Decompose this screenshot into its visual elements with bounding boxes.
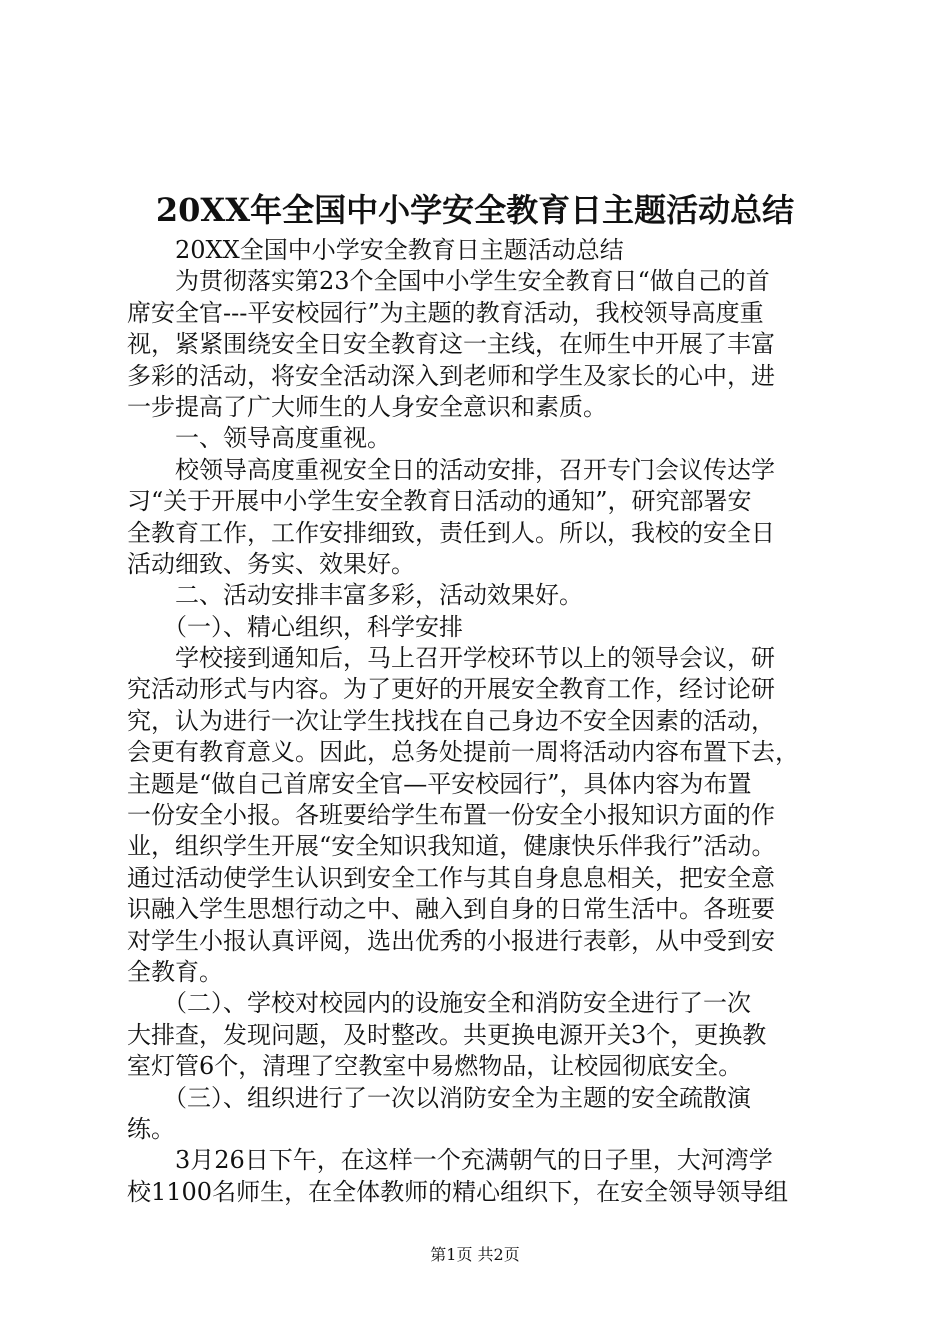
body-line: 练。 <box>127 1114 175 1143</box>
body-line: 识融入学生思想行动之中、融入到自身的日常生活中。各班要 <box>127 895 775 924</box>
subsection-heading: （一）、精心组织，科学安排 <box>127 612 463 641</box>
body-line: 校领导高度重视安全日的活动安排，召开专门会议传达学 <box>127 455 775 484</box>
body-line: 一份安全小报。各班要给学生布置一份安全小报知识方面的作 <box>127 801 775 830</box>
page-number-footer: 第1页 共2页 <box>430 1245 520 1264</box>
body-line: （三）、组织进行了一次以消防安全为主题的安全疏散演 <box>127 1083 751 1112</box>
body-line: 学校接到通知后，马上召开学校环节以上的领导会议，研 <box>127 644 775 673</box>
body-line: （二）、学校对校园内的设施安全和消防安全进行了一次 <box>127 989 751 1018</box>
document-body <box>127 235 827 1208</box>
body-line: 究，认为进行一次让学生找找在自己身边不安全因素的活动， <box>127 706 775 735</box>
document-title: 20XX年全国中小学安全教育日主题活动总结 <box>155 191 795 229</box>
body-line: 习“关于开展中小学生安全教育日活动的通知”，研究部署安 <box>127 487 752 516</box>
body-line: 主题是“做自己首席安全官—平安校园行”，具体内容为布置 <box>127 769 752 798</box>
body-line: 20XX全国中小学安全教育日主题活动总结 <box>127 236 624 264</box>
body-line: 视，紧紧围绕安全日安全教育这一主线，在师生中开展了丰富 <box>127 330 775 359</box>
body-line: 业，组织学生开展“安全知识我知道，健康快乐伴我行”活动。 <box>127 832 776 861</box>
body-line: 3月26日下午，在这样一个充满朝气的日子里，大河湾学 <box>127 1146 773 1175</box>
body-line: 活动细致、务实、效果好。 <box>127 549 415 578</box>
body-line: 通过活动使学生认识到安全工作与其自身息息相关，把安全意 <box>127 863 775 892</box>
body-line: 校1100名师生，在全体教师的精心组织下，在安全领导领导组 <box>127 1177 789 1206</box>
body-line: 一步提高了广大师生的人身安全意识和素质。 <box>127 392 607 421</box>
body-line: 席安全官---平安校园行”为主题的教育活动，我校领导高度重 <box>127 298 764 327</box>
body-line: 会更有教育意义。因此，总务处提前一周将活动内容布置下去， <box>127 738 799 767</box>
body-line: 室灯管6个，清理了空教室中易燃物品，让校园彻底安全。 <box>127 1052 743 1081</box>
body-line: 对学生小报认真评阅，选出优秀的小报进行表彰，从中受到安 <box>127 926 775 955</box>
body-line: 为贯彻落实第23个全国中小学生安全教育日“做自己的首 <box>127 267 770 296</box>
body-line: 究活动形式与内容。为了更好的开展安全教育工作，经讨论研 <box>127 675 775 704</box>
body-line: 全教育工作，工作安排细致，责任到人。所以，我校的安全日 <box>127 518 775 547</box>
body-line: 大排查，发现问题，及时整改。共更换电源开关3个，更换教 <box>127 1020 767 1049</box>
body-line: 全教育。 <box>127 957 223 986</box>
section-heading: 二、活动安排丰富多彩，活动效果好。 <box>127 581 583 610</box>
section-heading: 一、领导高度重视。 <box>127 424 391 453</box>
body-line: 多彩的活动，将安全活动深入到老师和学生及家长的心中，进 <box>127 361 775 390</box>
